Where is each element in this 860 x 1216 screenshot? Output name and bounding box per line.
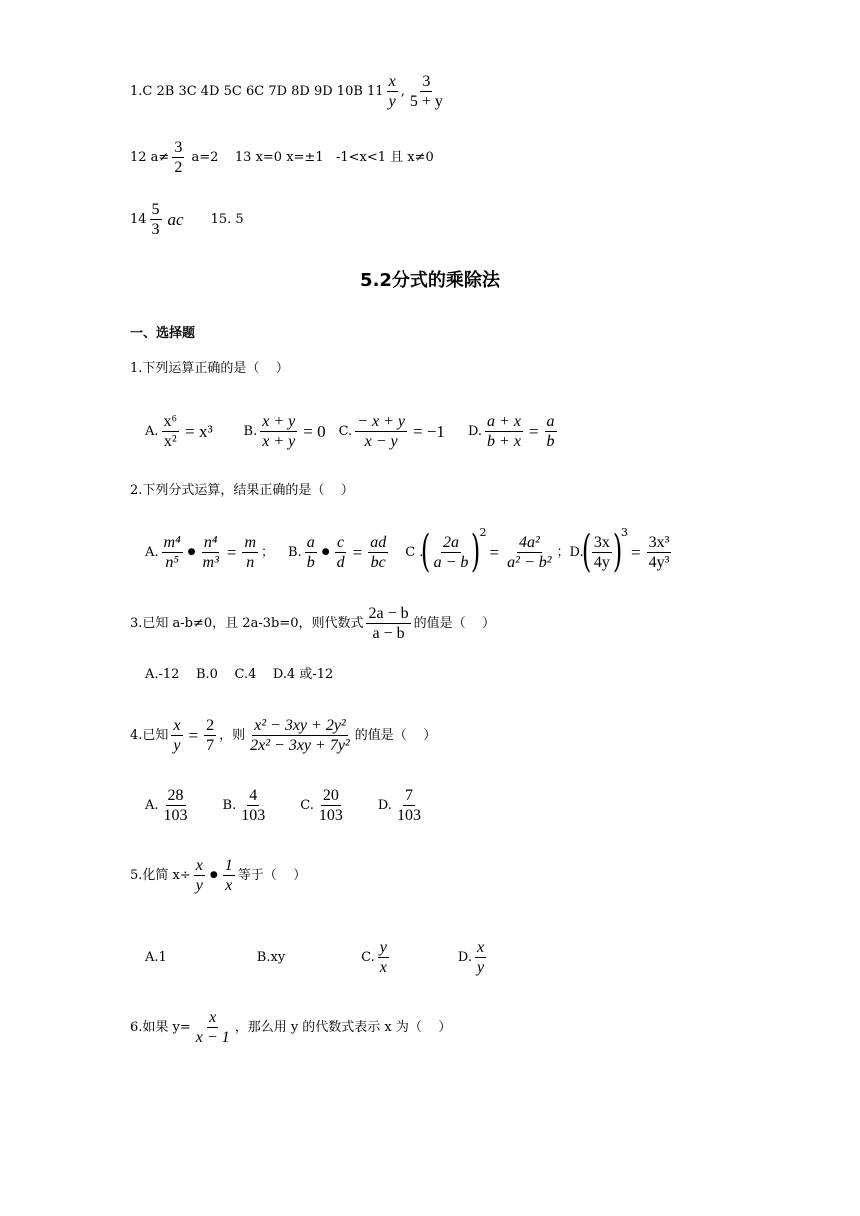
fraction: $\frac{x}{y}$ — [477, 939, 485, 976]
option-b: B.xy — [256, 950, 286, 965]
question-3-options: A.-12 B.0 C.4 D.4 或-12 — [145, 667, 334, 682]
fraction: $\frac{2a}{a - b}$ — [433, 533, 469, 571]
option-d: D. — [569, 544, 584, 560]
question-2-stem: 2.下列分式运算，结果正确的是（ ） — [130, 483, 354, 498]
answer-line-2: 12 a≠ $\frac{3}{2}$ a=2 13 x=0 x=±1 -1<x<1 且 x≠0 — [130, 139, 434, 176]
option-a: A.1 — [145, 950, 167, 965]
option-b: B. — [243, 424, 258, 439]
fraction: $\frac{\text{x⁶}}{\text{x²}}$ — [163, 413, 178, 450]
fraction: $\frac{2a - b}{a - b}$ — [368, 605, 409, 642]
fraction: $\frac{c}{d}$ — [336, 533, 345, 571]
option-b: B. — [288, 544, 302, 560]
option-b: B. — [222, 798, 237, 813]
answer-line-1: 1.C 2B 3C 4D 5C 6C 7D 8D 9D 10B 11 $\frac{x}{y}$ , $\frac{3}{5 + y}$ — [130, 73, 443, 110]
question-6-stem: 6.如果 y= $\frac{x}{x - 1}$ ，那么用 y 的代数式表示 x 为（ ） — [130, 1009, 452, 1046]
question-1-options: A. $\frac{\text{x⁶}}{\text{x²}}$ = x³ B. $\frac{x + y}{x + y}$ = 0 C. $\frac{- x + y}{x - y}$ = −1 D. $\frac{a + x}{b + x}$ = $\frac{a}{b}$ — [145, 413, 555, 450]
fraction: $\frac{5}{3}$ — [151, 201, 160, 238]
fraction: $\frac{m}{n}$ — [244, 533, 257, 571]
option-c: C . — [405, 544, 424, 560]
fraction: $\frac{\text{n⁴}}{\text{m³}}$ — [202, 533, 219, 571]
option-c: C. — [361, 950, 375, 965]
answer-line-3: 14 $\frac{5}{3}$ ac 15. 5 — [130, 201, 244, 238]
question-5-stem: 5.化简 x÷ $\frac{x}{y}$ ● $\frac{1}{x}$ 等于（ ） — [130, 857, 307, 894]
fraction: $\frac{x}{y}$ — [195, 857, 203, 894]
option-c: C. — [300, 798, 314, 813]
option-d: D. — [377, 798, 392, 813]
fraction: $\frac{x}{y}$ — [388, 73, 396, 110]
fraction: $\frac{4}{103}$ — [241, 787, 266, 824]
fraction: $\frac{x}{x - 1}$ — [195, 1009, 230, 1046]
fraction: $\frac{\text{3x³}}{\text{4y³}}$ — [648, 533, 670, 571]
answer-text-1: 1.C 2B 3C 4D 5C 6C 7D 8D 9D 10B 11 — [130, 84, 384, 99]
page-title: 5.2分式的乘除法 — [360, 270, 500, 291]
fraction: $\frac{x + y}{x + y}$ — [262, 413, 296, 450]
option-a: A. — [145, 798, 159, 813]
fraction: $\frac{28}{103}$ — [163, 787, 188, 824]
fraction: $\frac{x}{y}$ — [173, 717, 181, 754]
fraction: $\frac{3}{5 + y}$ — [409, 73, 443, 110]
option-a: A. — [145, 424, 159, 439]
question-5-options — [145, 938, 489, 977]
fraction: $\frac{\text{4a²}}{\text{a² − b²}}$ — [507, 533, 552, 571]
fraction: $\frac{1}{x}$ — [224, 857, 233, 894]
fraction: $\frac{\text{m⁴}}{\text{n⁵}}$ — [163, 533, 181, 571]
option-a: A. — [145, 544, 159, 560]
question-4-options — [145, 786, 426, 825]
question-1-stem: 1.下列运算正确的是（ ） — [130, 361, 289, 376]
fraction: $\frac{y}{x}$ — [379, 939, 387, 976]
fraction: $\frac{a + x}{b + x}$ — [487, 413, 521, 450]
fraction: $\frac{a}{b}$ — [546, 413, 555, 450]
section-heading: 一、选择题 — [130, 326, 196, 341]
option-d: D. — [467, 424, 483, 439]
fraction: $\frac{20}{103}$ — [318, 787, 343, 824]
question-3-stem: 3.已知 a-b≠0，且 2a-3b=0，则代数式 $\frac{2a - b}{a - b}$ 的值是（ ） — [130, 605, 496, 642]
fraction: $\frac{\text{x² − 3xy + 2y²}}{\text{2x² − 3xy + 7y²}}$ — [250, 717, 350, 754]
fraction: $\frac{a}{b}$ — [306, 533, 315, 571]
option-d: D. — [457, 950, 472, 965]
fraction: $\frac{ad}{bc}$ — [370, 533, 387, 571]
fraction: $\frac{7}{103}$ — [396, 787, 421, 824]
fraction: $\frac{- x + y}{x - y}$ — [357, 413, 405, 450]
question-2-options: A. $\frac{\text{m⁴}}{\text{n⁵}}$ ● $\frac{\text{n⁴}}{\text{m³}}$ = $\frac{m}{n}$ ； B. $\frac{a}{b}$ ● $\frac{c}{d}$ = $\frac{ad}{bc}$ C . ( $\frac{2a}{a - b}$ ) 2 = $\frac{\text{4a²}}{\text{a² − b²}}$ ； D. ( $\frac{3x}{4y}$ ) 3 = $\frac{\text{3x³}}{\text{4y³}}$ — [145, 525, 670, 577]
option-c: C. — [338, 424, 353, 439]
question-4-stem: 4.已知 $\frac{x}{y}$ = $\frac{2}{7}$ ，则 $\frac{\text{x² − 3xy + 2y²}}{\text{2x² − 3xy + 7y²}}$ 的值是（ ） — [130, 717, 437, 754]
fraction: $\frac{3x}{4y}$ — [593, 533, 610, 571]
fraction: $\frac{3}{2}$ — [174, 139, 183, 176]
fraction: $\frac{2}{7}$ — [206, 717, 215, 754]
